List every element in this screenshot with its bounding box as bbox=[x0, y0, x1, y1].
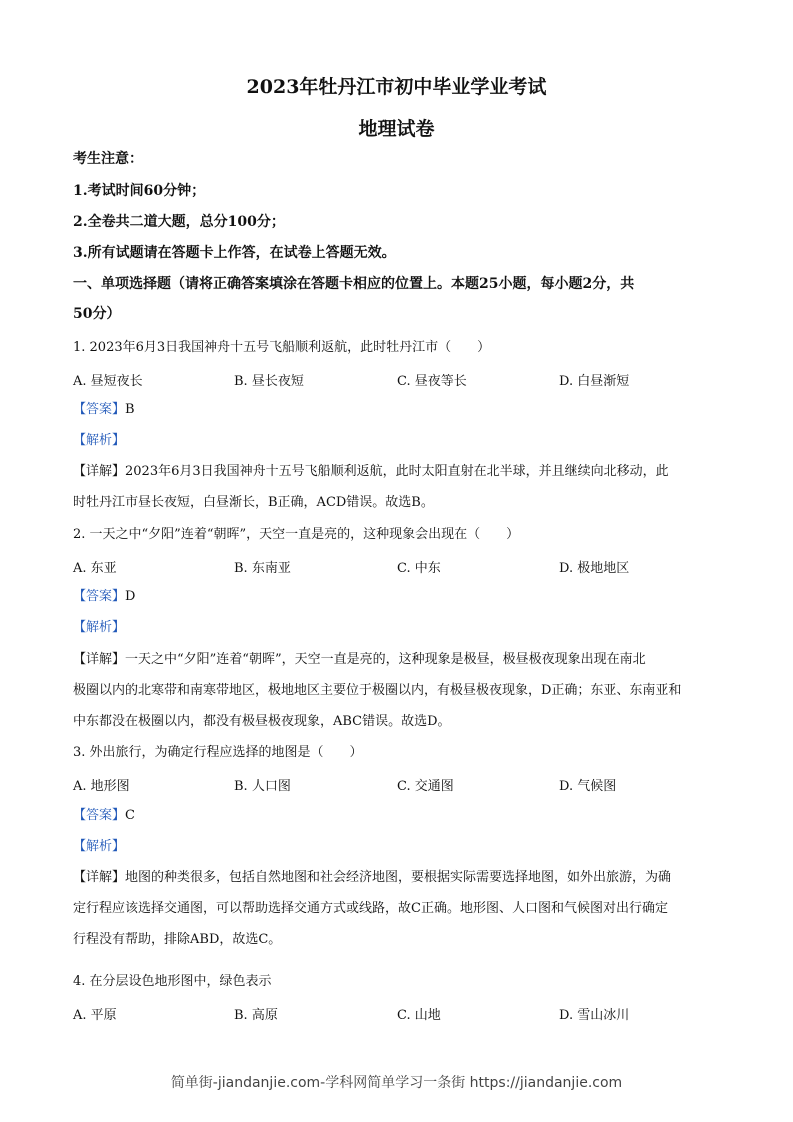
page-footer: 简单街-jiandanjie.com-学科网简单学习一条街 https://jiandanjie.com bbox=[170, 1075, 623, 1091]
option-c: C. 交通图 bbox=[397, 779, 454, 794]
option-a: A. 昼短夜长 bbox=[73, 374, 143, 389]
notice-item: 1.考试时间60分钟； bbox=[73, 183, 206, 199]
section-heading-cont: 50分） bbox=[73, 306, 121, 322]
detail-text: 一天之中“夕阳”连着“朝晖”，天空一直是亮的，这种现象是极昼，极昼极夜现象出现在南北 bbox=[125, 652, 646, 667]
answer-value: B bbox=[125, 402, 135, 417]
option-b: B. 人口图 bbox=[234, 779, 291, 794]
answer-line bbox=[73, 807, 135, 825]
detail-line bbox=[73, 651, 646, 669]
detail-line: 行程没有帮助，排除ABD，故选C。 bbox=[73, 932, 282, 947]
answer-label: 【答案】 bbox=[73, 402, 126, 417]
option-a: A. 平原 bbox=[73, 1008, 117, 1023]
analysis-label: 【解析】 bbox=[73, 433, 126, 448]
option-d: D. 气候图 bbox=[559, 779, 617, 794]
option-b: B. 高原 bbox=[234, 1008, 278, 1023]
detail-line: 定行程应该选择交通图，可以帮助选择交通方式或线路，故C正确。地形图、人口图和气候图对出行确定 bbox=[73, 901, 668, 916]
question-stem: 2. 一天之中“夕阳”连着“朝晖”，天空一直是亮的，这种现象会出现在（ ） bbox=[73, 527, 520, 542]
notice-heading: 考生注意： bbox=[73, 151, 143, 167]
answer-label: 【答案】 bbox=[73, 808, 126, 823]
option-a: A. 东亚 bbox=[73, 561, 117, 576]
option-b: B. 昼长夜短 bbox=[234, 374, 304, 389]
analysis-label: 【解析】 bbox=[73, 839, 126, 854]
analysis-label: 【解析】 bbox=[73, 620, 126, 635]
detail-label: 【详解】 bbox=[73, 870, 126, 885]
question-stem: 3. 外出旅行，为确定行程应选择的地图是（ ） bbox=[73, 745, 363, 760]
detail-text: 地图的种类很多，包括自然地图和社会经济地图，要根据实际需要选择地图，如外出旅游，为确 bbox=[125, 870, 672, 885]
detail-text: 2023年6月3日我国神舟十五号飞船顺利返航，此时太阳直射在北半球，并且继续向北移动，此 bbox=[125, 464, 669, 479]
option-d: D. 雪山冰川 bbox=[559, 1008, 630, 1023]
exam-subtitle: 地理试卷 bbox=[358, 118, 435, 140]
detail-line: 极圈以内的北寒带和南寒带地区，极地地区主要位于极圈以内，有极昼极夜现象，D正确；东亚、东南亚和 bbox=[73, 683, 682, 698]
option-c: C. 昼夜等长 bbox=[397, 374, 467, 389]
answer-value: C bbox=[125, 808, 135, 823]
notice-item: 3.所有试题请在答题卡上作答，在试卷上答题无效。 bbox=[73, 245, 396, 261]
detail-label: 【详解】 bbox=[73, 652, 126, 667]
option-a: A. 地形图 bbox=[73, 779, 130, 794]
detail-line: 中东都没在极圈以内，都没有极昼极夜现象，ABC错误。故选D。 bbox=[73, 714, 451, 729]
answer-label: 【答案】 bbox=[73, 589, 126, 604]
question-stem: 1. 2023年6月3日我国神舟十五号飞船顺利返航，此时牡丹江市（ ） bbox=[73, 340, 491, 355]
notice-item: 2.全卷共二道大题，总分100分； bbox=[73, 214, 285, 230]
detail-line: 时牡丹江市昼长夜短，白昼渐长，B正确，ACD错误。故选B。 bbox=[73, 495, 434, 510]
detail-label: 【详解】 bbox=[73, 464, 126, 479]
question-stem: 4. 在分层设色地形图中，绿色表示 bbox=[73, 974, 272, 989]
option-d: D. 极地地区 bbox=[559, 561, 630, 576]
option-d: D. 白昼渐短 bbox=[559, 374, 630, 389]
answer-line bbox=[73, 401, 135, 419]
exam-title: 2023年牡丹江市初中毕业学业考试 bbox=[246, 76, 547, 98]
section-heading: 一、单项选择题（请将正确答案填涂在答题卡相应的位置上。本题25小题，每小题2分，共 bbox=[73, 276, 635, 292]
detail-line bbox=[73, 463, 669, 481]
option-c: C. 中东 bbox=[397, 561, 441, 576]
detail-line bbox=[73, 869, 671, 887]
option-b: B. 东南亚 bbox=[234, 561, 291, 576]
option-c: C. 山地 bbox=[397, 1008, 441, 1023]
answer-line bbox=[73, 588, 135, 606]
answer-value: D bbox=[125, 589, 136, 604]
